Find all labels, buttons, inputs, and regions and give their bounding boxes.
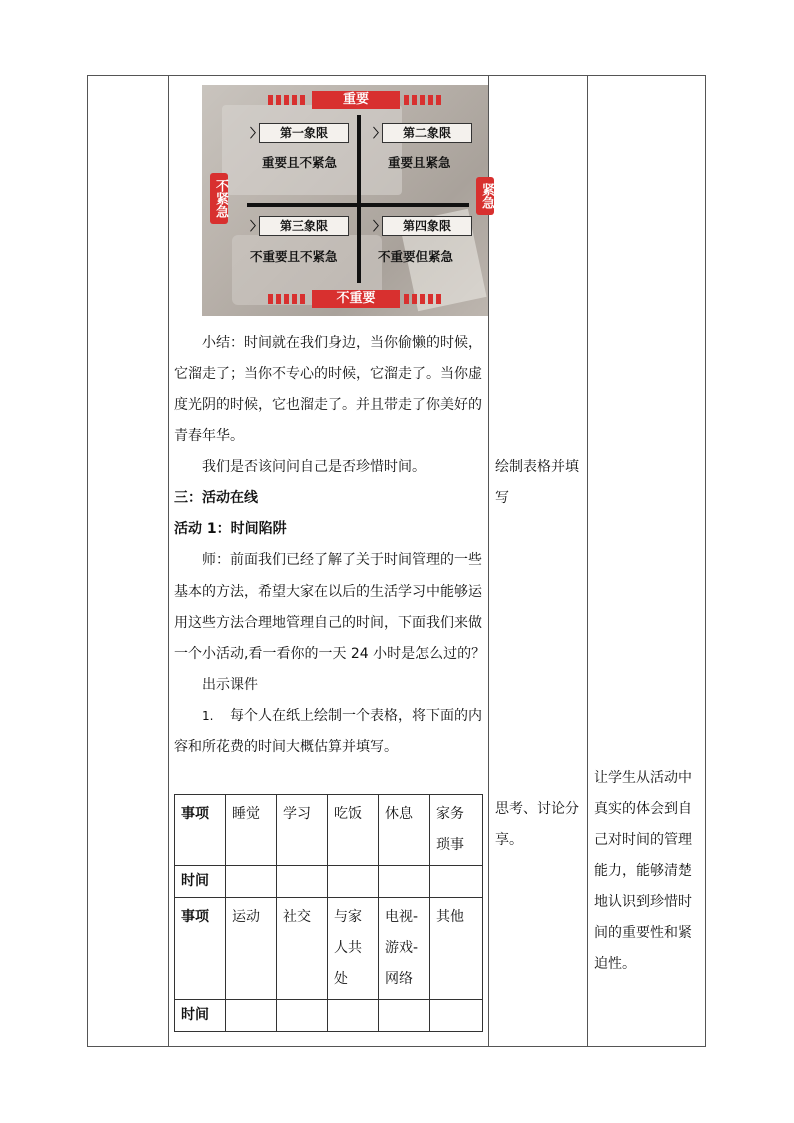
- purpose-line-5: 地认识到珍惜时: [594, 894, 692, 910]
- teacher-line-1: 师：前面我们已经了解了关于时间管理的一些: [202, 552, 482, 568]
- student-activity-2-line-2: 享。: [495, 832, 523, 848]
- banner-important: 重要: [312, 91, 400, 109]
- table-cell: [430, 866, 483, 898]
- table-cell: 休息: [379, 795, 430, 866]
- purpose-line-1: 让学生从活动中: [594, 770, 692, 786]
- item-line-1: 每个人在纸上绘制一个表格，将下面的内: [230, 708, 482, 724]
- time-quadrant-image: [202, 85, 494, 316]
- table-row: [175, 866, 483, 898]
- teacher-line-4: 一个小活动,看一看你的一天 24 小时是怎么过的？: [174, 646, 486, 662]
- banner-not-urgent: 不紧急: [210, 173, 228, 224]
- table-cell: [430, 1000, 483, 1032]
- table-cell: [379, 866, 430, 898]
- banner-urgent: 紧急: [476, 177, 494, 215]
- activity-heading: 活动 1：时间陷阱: [174, 521, 287, 537]
- summary-line-3: 度光阴的时候，它也溜走了。并且带走了你美好的: [174, 397, 482, 413]
- table-cell: 时间: [175, 1000, 226, 1032]
- table-cell: [379, 1000, 430, 1032]
- table-cell: 事项: [175, 898, 226, 1000]
- vertical-axis: [357, 115, 361, 283]
- table-cell: 运动: [226, 898, 277, 1000]
- student-activity-1-line-2: 写: [495, 490, 509, 506]
- purpose-line-3: 己对时间的管理: [594, 832, 692, 848]
- quadrant-2-label: 〉 第二象限: [382, 123, 472, 143]
- time-activity-table: [174, 794, 483, 1032]
- table-cell: [328, 1000, 379, 1032]
- purpose-line-2: 真实的体会到自: [594, 801, 692, 817]
- quadrant-4-desc: 不重要但紧急: [378, 249, 454, 264]
- table-cell: 家务琐事: [430, 795, 483, 866]
- table-cell: 学习: [277, 795, 328, 866]
- table-row: [175, 1000, 483, 1032]
- table-row: [175, 898, 483, 1000]
- quadrant-3-desc: 不重要且不紧急: [250, 249, 338, 264]
- table-cell: 吃饭: [328, 795, 379, 866]
- summary-line-4: 青春年华。: [174, 428, 244, 444]
- table-cell: 电视-游戏-网络: [379, 898, 430, 1000]
- table-cell: [226, 1000, 277, 1032]
- quadrant-3-label: 〉 第三象限: [259, 216, 349, 236]
- column-divider: [488, 76, 489, 1046]
- table-cell: 睡觉: [226, 795, 277, 866]
- student-activity-2-line-1: 思考、讨论分: [495, 801, 579, 817]
- purpose-line-6: 间的重要性和紧: [594, 925, 692, 941]
- quadrant-2-desc: 重要且紧急: [388, 155, 451, 170]
- column-divider: [168, 76, 169, 1046]
- table-cell: [226, 866, 277, 898]
- purpose-line-4: 能力，能够清楚: [594, 863, 692, 879]
- table-cell: [328, 866, 379, 898]
- show-courseware: 出示课件: [202, 677, 258, 693]
- section-heading: 三：活动在线: [174, 490, 258, 506]
- student-activity-1-line-1: 绘制表格并填: [495, 459, 579, 475]
- quadrant-1-label: 〉 第一象限: [259, 123, 349, 143]
- teacher-line-3: 用这些方法合理地管理自己的时间，下面我们来做: [174, 615, 482, 631]
- background-laptop: [222, 105, 402, 195]
- table-cell: 其他: [430, 898, 483, 1000]
- column-divider: [587, 76, 588, 1046]
- item-line-2: 容和所花费的时间大概估算并填写。: [174, 739, 398, 755]
- purpose-line-7: 迫性。: [594, 956, 636, 972]
- table-cell: [277, 1000, 328, 1032]
- summary-line-1: 小结：时间就在我们身边，当你偷懒的时候，: [202, 335, 482, 351]
- reflection-question: 我们是否该问问自己是否珍惜时间。: [202, 459, 426, 475]
- quadrant-4-label: 〉 第四象限: [382, 216, 472, 236]
- item-number: 1.: [202, 709, 214, 723]
- banner-not-important: 不重要: [312, 290, 400, 308]
- summary-line-2: 它溜走了；当你不专心的时候，它溜走了。当你虚: [174, 366, 482, 382]
- quadrant-1-desc: 重要且不紧急: [262, 155, 338, 170]
- table-cell: 与家人共处: [328, 898, 379, 1000]
- table-cell: [277, 866, 328, 898]
- table-row: [175, 795, 483, 866]
- teacher-line-2: 基本的方法，希望大家在以后的生活学习中能够运: [174, 584, 482, 600]
- table-cell: 事项: [175, 795, 226, 866]
- table-cell: 时间: [175, 866, 226, 898]
- table-cell: 社交: [277, 898, 328, 1000]
